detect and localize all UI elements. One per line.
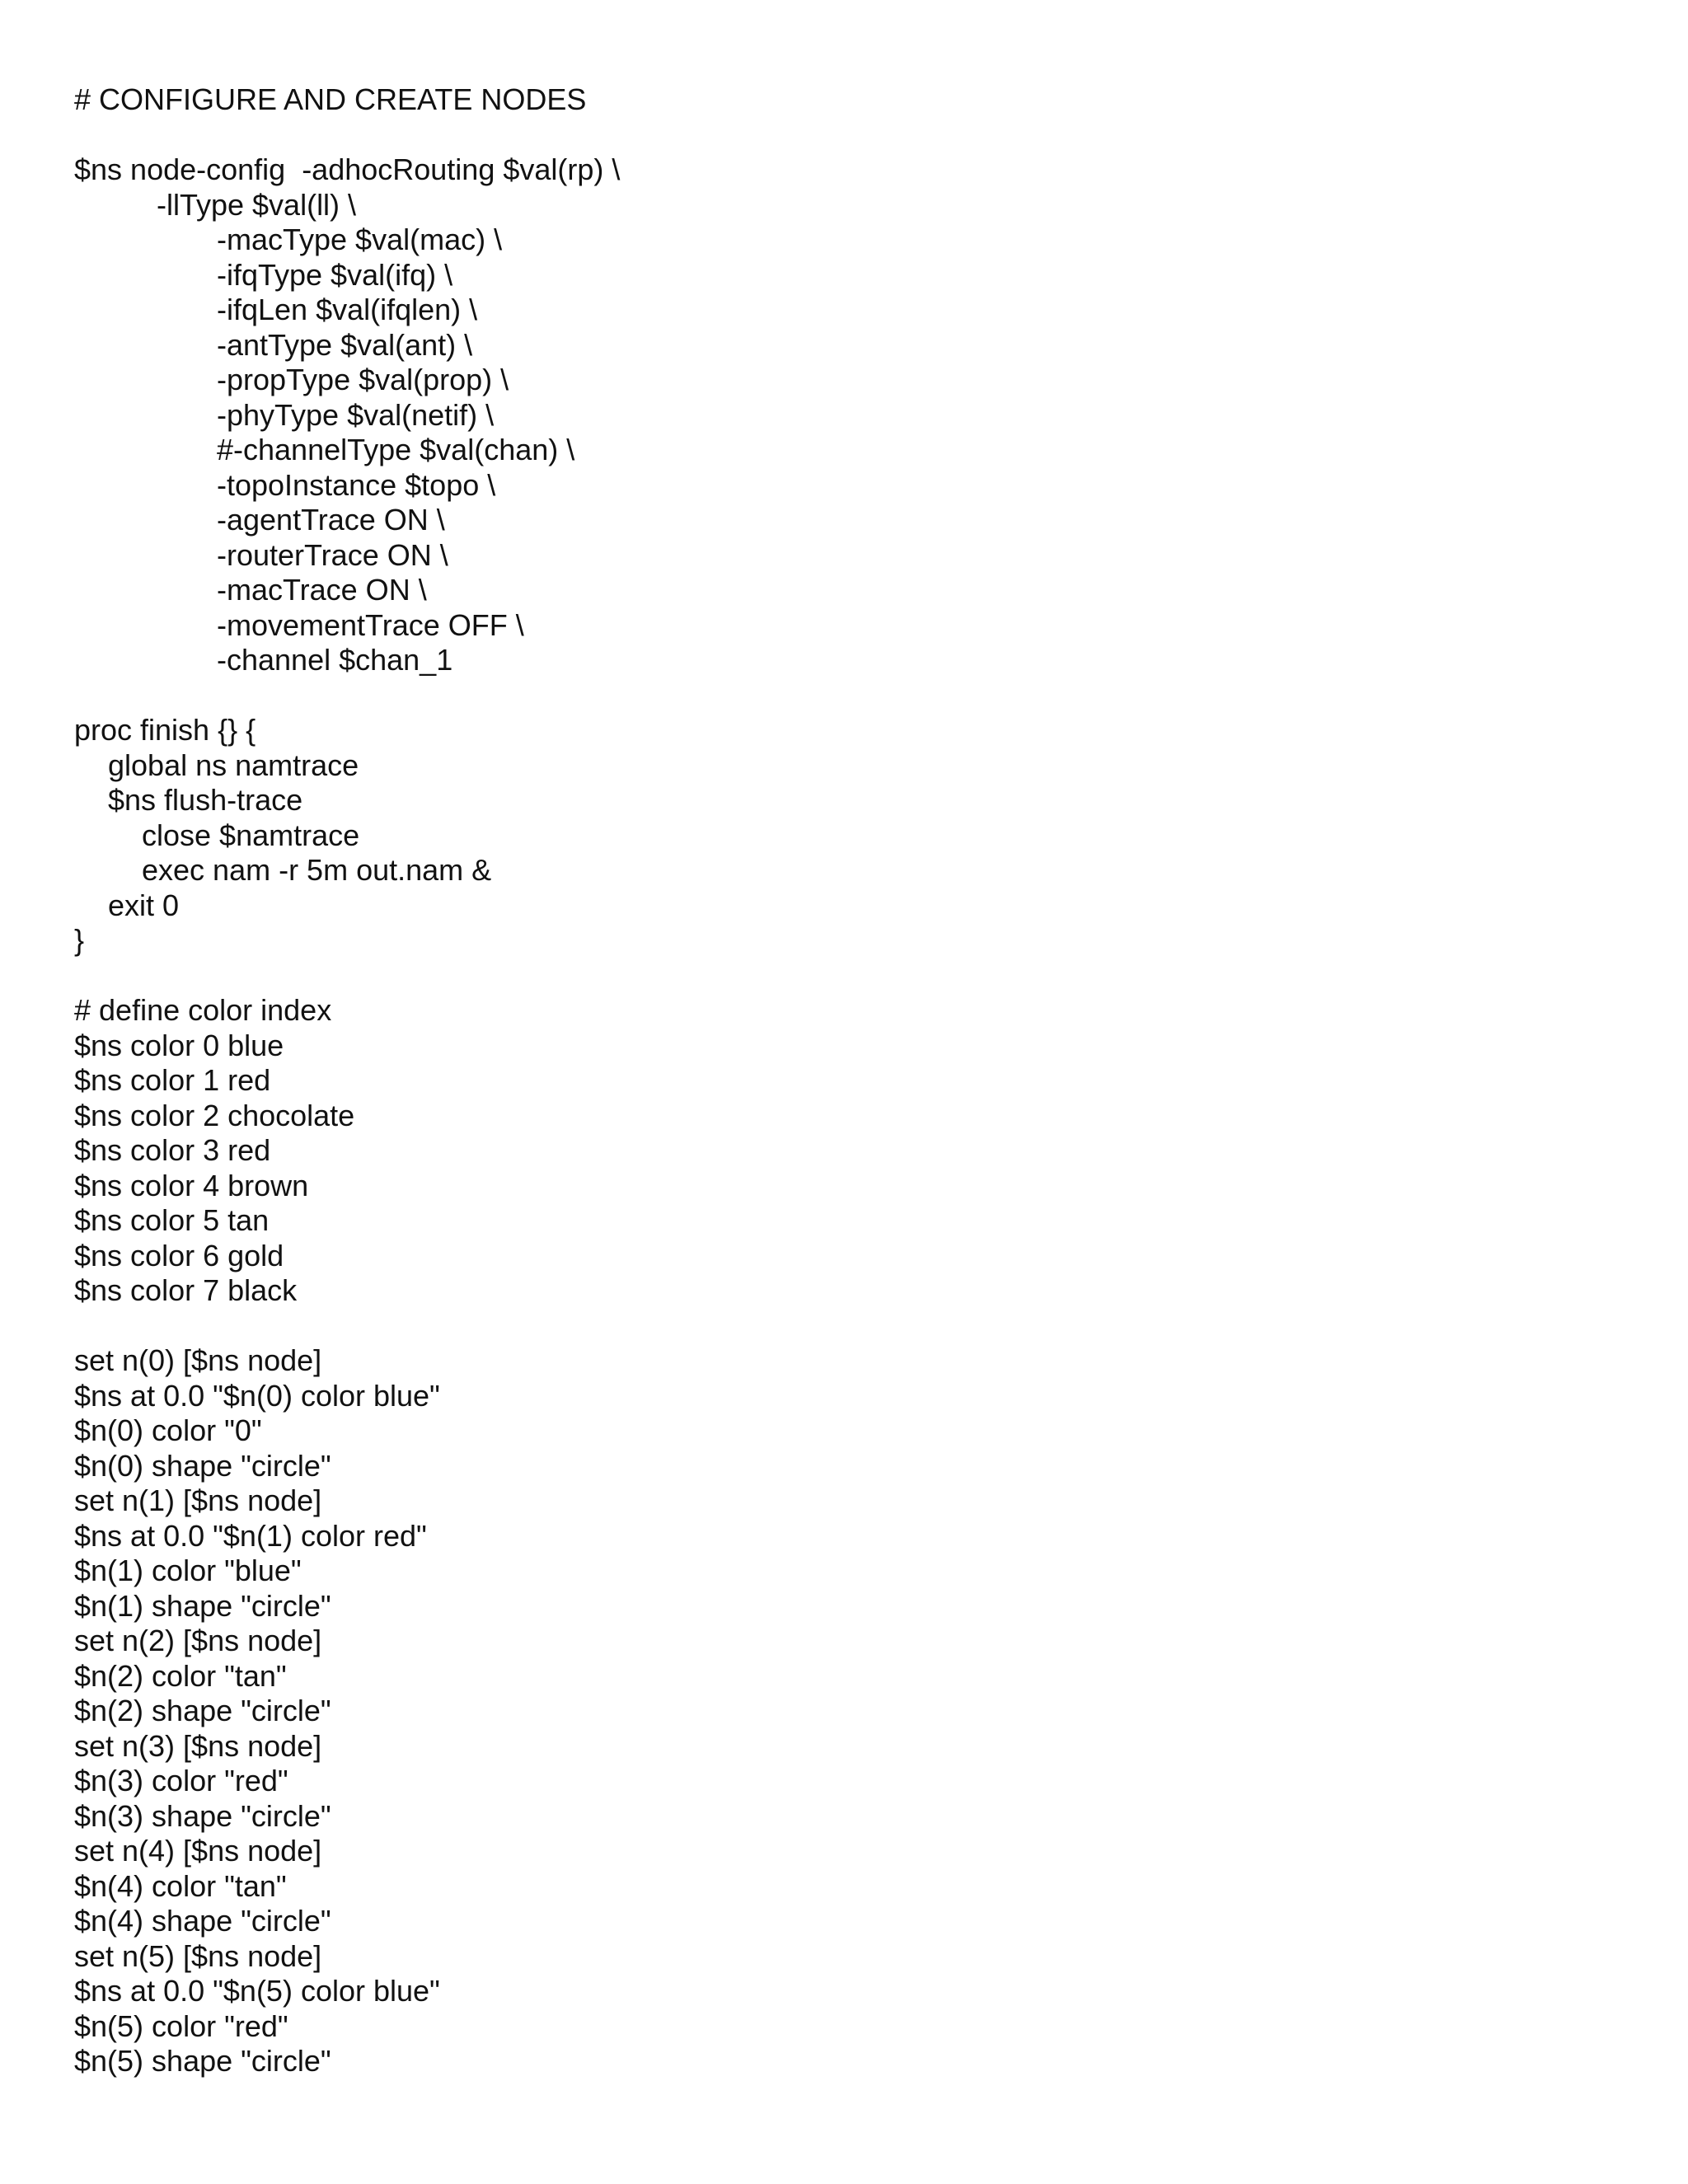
node-line: $n(4) color "tan" bbox=[74, 1868, 287, 1903]
node-config-lltype-line: -llType $val(ll) \ bbox=[157, 187, 357, 222]
node-config-option-line: -antType $val(ant) \ bbox=[217, 327, 473, 362]
node-config-option-line: #-channelType $val(chan) \ bbox=[217, 433, 575, 466]
node-config-option-line: -channel $chan_1 bbox=[217, 643, 453, 677]
node-config-option-line: -ifqLen $val(ifqlen) \ bbox=[217, 293, 478, 326]
node-line: $n(5) color "red" bbox=[74, 2008, 288, 2043]
node-line: set n(3) [$ns node] bbox=[74, 1728, 322, 1763]
node-line: $n(2) color "tan" bbox=[74, 1658, 287, 1693]
proc-finish-close-line: close $namtrace bbox=[142, 818, 360, 852]
proc-finish-exec-line: exec nam -r 5m out.nam & bbox=[142, 853, 492, 887]
node-config-option-line: -movementTrace OFF \ bbox=[217, 607, 524, 642]
node-config-option-line: -topoInstance $topo \ bbox=[217, 467, 496, 502]
node-config-option-line: -ifqType $val(ifq) \ bbox=[217, 257, 453, 292]
color-line: $ns color 7 black bbox=[74, 1273, 298, 1307]
node-line: $n(2) shape "circle" bbox=[74, 1694, 331, 1727]
proc-finish-exit-line: exit 0 bbox=[108, 888, 180, 922]
color-line: $ns color 4 brown bbox=[74, 1168, 309, 1202]
node-line: $n(5) shape "circle" bbox=[74, 2044, 331, 2078]
node-line: $n(1) color "blue" bbox=[74, 1554, 302, 1587]
node-line: $n(4) shape "circle" bbox=[74, 1904, 331, 1938]
proc-finish-block bbox=[74, 713, 1640, 958]
node-line: $ns at 0.0 "$n(0) color blue" bbox=[74, 1378, 440, 1413]
blank-line bbox=[74, 1309, 1640, 1344]
color-line: $ns color 2 chocolate bbox=[74, 1098, 355, 1132]
proc-finish-global-line: global ns namtrace bbox=[108, 748, 359, 782]
node-config-option-line: -macTrace ON \ bbox=[217, 573, 427, 607]
node-line: $n(1) shape "circle" bbox=[74, 1588, 331, 1623]
node-config-option-line: -phyType $val(netif) \ bbox=[217, 397, 495, 432]
node-line: set n(5) [$ns node] bbox=[74, 1938, 322, 1973]
node-config-block bbox=[74, 152, 1640, 678]
blank-line bbox=[74, 678, 1640, 714]
node-config-option-line: -routerTrace ON \ bbox=[217, 537, 448, 572]
node-config-option-line: -propType $val(prop) \ bbox=[217, 363, 509, 396]
node-line: $n(3) shape "circle" bbox=[74, 1798, 331, 1833]
color-line: $ns color 0 blue bbox=[74, 1028, 284, 1062]
blank-line bbox=[74, 958, 1640, 994]
node-config-option-line: -agentTrace ON \ bbox=[217, 503, 445, 537]
color-comment-line: # define color index bbox=[74, 993, 332, 1027]
node-line: set n(2) [$ns node] bbox=[74, 1624, 322, 1657]
node-line: $ns at 0.0 "$n(5) color blue" bbox=[74, 1974, 440, 2008]
color-line: $ns color 1 red bbox=[74, 1063, 271, 1097]
color-index-block bbox=[74, 993, 1640, 1309]
color-line: $ns color 5 tan bbox=[74, 1203, 270, 1237]
node-line: set n(4) [$ns node] bbox=[74, 1834, 322, 1868]
node-line: set n(0) [$ns node] bbox=[74, 1343, 322, 1377]
node-line: set n(1) [$ns node] bbox=[74, 1483, 322, 1517]
node-line: $n(0) shape "circle" bbox=[74, 1448, 331, 1483]
section-heading: # CONFIGURE AND CREATE NODES bbox=[74, 82, 587, 116]
node-line: $n(0) color "0" bbox=[74, 1413, 262, 1447]
nodes-block bbox=[74, 1343, 1640, 2079]
proc-finish-flush-line: $ns flush-trace bbox=[108, 783, 303, 817]
blank-line bbox=[74, 118, 1640, 153]
node-config-line: $ns node-config -adhocRouting $val(rp) \ bbox=[74, 152, 621, 186]
node-line: $ns at 0.0 "$n(1) color red" bbox=[74, 1518, 427, 1553]
proc-finish-close-brace-line: } bbox=[74, 923, 85, 957]
document-page bbox=[74, 82, 1640, 2079]
node-line: $n(3) color "red" bbox=[74, 1764, 288, 1797]
color-line: $ns color 3 red bbox=[74, 1133, 271, 1167]
color-line: $ns color 6 gold bbox=[74, 1238, 284, 1272]
node-config-option-line: -macType $val(mac) \ bbox=[217, 223, 503, 256]
proc-finish-open-line: proc finish {} { bbox=[74, 713, 256, 747]
